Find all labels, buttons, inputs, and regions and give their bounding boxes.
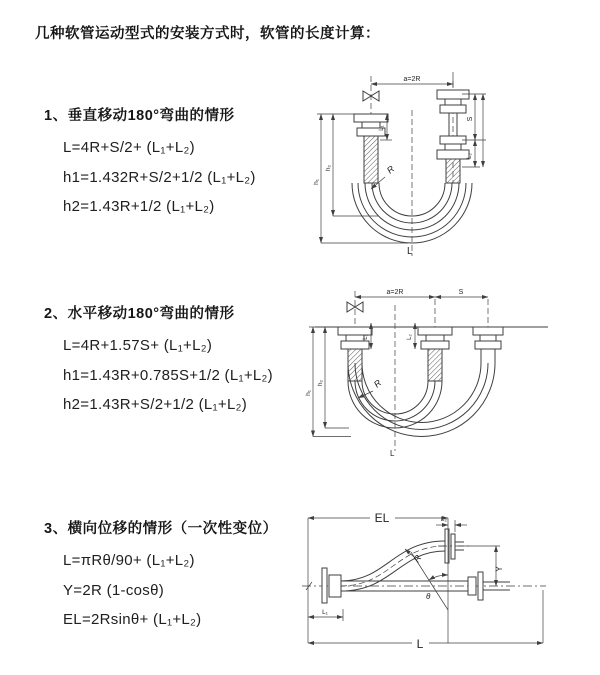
page-title: 几种软管运动型式的安装方式时，软管的长度计算：	[35, 26, 380, 42]
section-3	[44, 517, 314, 635]
label-length: L	[390, 449, 395, 458]
diagram-vertical-bend	[312, 70, 598, 262]
label-radius: R	[384, 163, 397, 176]
right-flange	[473, 327, 503, 363]
label-length: L	[416, 637, 424, 651]
dim-label-a2r: a=2R	[403, 76, 421, 83]
dim-label-y: Y	[494, 565, 504, 573]
formula-line: L=4R+S/2+ (L₁+L₂)	[63, 139, 195, 156]
middle-flange	[418, 327, 452, 349]
dim-label-l2: L₂	[407, 334, 413, 340]
formula-line: Y=2R (1-cosθ)	[63, 581, 165, 599]
diagram3-geometry	[302, 529, 546, 610]
section-3-formulas	[44, 546, 314, 635]
dim-label-l1: L₁	[363, 334, 369, 340]
braided-hose	[364, 136, 378, 183]
diagram-lateral-displacement	[298, 505, 598, 653]
dim-label-l2: L₂	[467, 153, 473, 159]
diagram2-dimensions	[309, 297, 488, 437]
section-1-heading: 1、垂直移动180°弯曲的情形	[44, 108, 235, 124]
dim-label-h2: h₂	[325, 164, 332, 172]
dim-label-s: S	[467, 116, 474, 122]
dim-label-h1: h₁	[305, 390, 312, 396]
section-1-formulas	[44, 133, 314, 222]
section-2	[44, 302, 314, 420]
diagram1-geometry	[352, 72, 472, 256]
dim-label-h2: h₂	[317, 379, 324, 387]
label-radius: R	[411, 553, 424, 565]
formula-line: h1=1.432R+S/2+1/2 (L₁+L₂)	[63, 168, 256, 186]
label-theta: θ	[426, 592, 431, 601]
hose-bend-far	[348, 363, 495, 437]
diagram2-geometry	[315, 291, 548, 451]
dim-label-l1: L₁	[322, 609, 328, 616]
dim-label-l2: L₂	[440, 516, 448, 523]
formula-line: EL=2Rsinθ+ (L₁+L₂)	[63, 611, 202, 628]
formula-line: L=4R+1.57S+ (L₁+L₂)	[63, 337, 213, 354]
dim-label-el: EL	[374, 511, 390, 525]
dim-label-l1: L₁	[379, 125, 385, 131]
dim-label-h1: h₁	[313, 179, 320, 185]
section-1	[44, 104, 314, 222]
formula-line: h2=1.43R+1/2 (L₁+L₂)	[63, 198, 215, 215]
label-length: L	[407, 246, 413, 257]
left-flange	[322, 568, 341, 603]
right-fitting	[437, 90, 469, 159]
dim-label-a2r: a=2R	[386, 289, 404, 296]
left-flange	[354, 114, 388, 136]
label-radius: R	[371, 377, 384, 390]
diagram-horizontal-bend	[303, 283, 598, 461]
formula-line: h1=1.43R+0.785S+1/2 (L₁+L₂)	[63, 366, 273, 384]
section-3-heading: 3、横向位移的情形（一次性变位）	[44, 521, 278, 537]
section-2-heading: 2、水平移动180°弯曲的情形	[44, 306, 235, 322]
braided-hose	[446, 159, 460, 183]
formula-line: L=πRθ/90+ (L₁+L₂)	[63, 552, 195, 569]
s-curve-hose	[341, 541, 445, 591]
dim-label-s: S	[458, 289, 464, 296]
section-2-formulas	[44, 331, 314, 420]
formula-line: h2=1.43R+S/2+1/2 (L₁+L₂)	[63, 396, 248, 413]
braided-hose	[428, 349, 442, 381]
